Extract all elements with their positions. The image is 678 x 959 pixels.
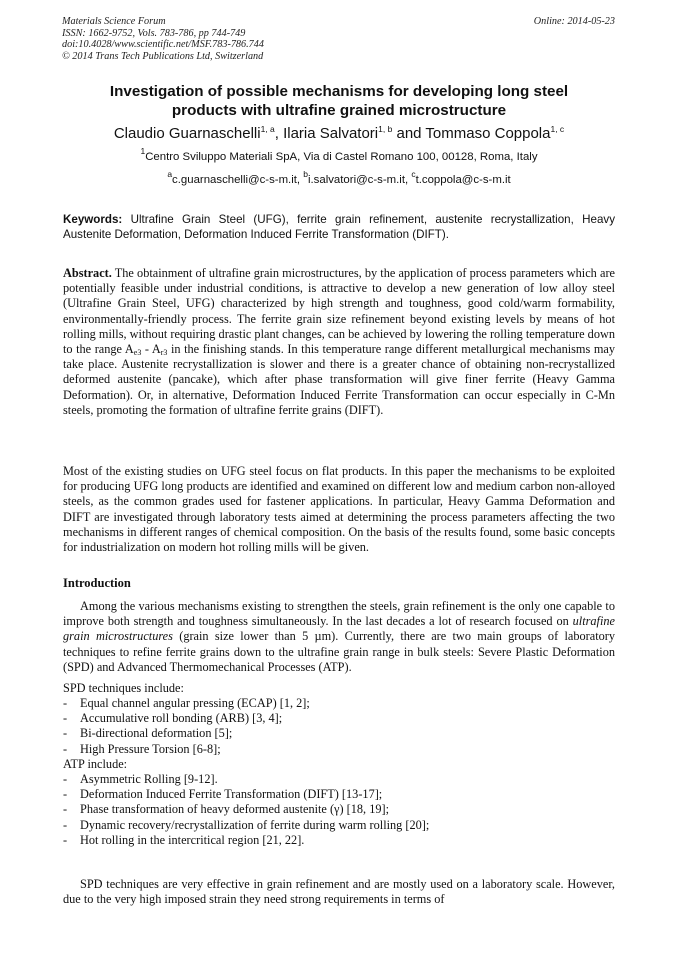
list-item xyxy=(63,802,615,817)
list-item xyxy=(63,696,615,711)
list-item xyxy=(63,711,615,726)
list-item-text: Bi-directional deformation [5]; xyxy=(80,726,233,741)
abstract xyxy=(63,266,615,418)
list-item xyxy=(63,742,615,757)
journal-copyright: © 2014 Trans Tech Publications Ltd, Switzerland xyxy=(62,50,264,62)
journal-header xyxy=(62,16,264,62)
keywords-label: Keywords: xyxy=(63,213,123,226)
list-item-text: Hot rolling in the intercritical region [21, 22]. xyxy=(80,832,305,847)
subscript: e3 xyxy=(133,348,142,358)
list-item-text: High Pressure Torsion [6-8]; xyxy=(80,741,221,756)
list-item xyxy=(63,772,615,787)
bullet: - xyxy=(63,741,68,756)
author-list xyxy=(40,124,638,143)
abstract-text: - A xyxy=(141,342,161,357)
list-item-text: Equal channel angular pressing (ECAP) [1, 2]; xyxy=(80,696,310,710)
email-superscript: a xyxy=(167,169,173,179)
abstract-paragraph-2: Most of the existing studies on UFG steel focus on flat products. In this paper the mechanisms to be exploited for producing UFG long products are identified and examined on different low and medium carbon non-alloyed steels, as the common grades used for fastener applications. In particular, Heavy Gamma Deformation and DIFT are investigated through laboratory tests aimed at determining the process parameters affecting the two mechanisms in different ranges of chemical composition. On the basis of the results found, some basic concepts for industrialization on modern hot rolling mills will be given. xyxy=(63,464,615,555)
abstract-text: in the finishing stands. In this temperature range different metallurgical mechanisms may take place. Austenite recrystallization is slower and there is a greater chance of obtaining non-recrystallized deformed austenite (pancake), which after phase transformation will give finer ferrite (Heavy Gamma Deformation). Or, in alternative, Deformation Induced Ferrite Transformation can occur especially in C-Mn steels, promoting the formation of ultrafine ferrite grains (DIFT). xyxy=(63,342,615,417)
journal-issn: ISSN: 1662-9752, Vols. 783-786, pp 744-749 xyxy=(62,27,246,39)
list-item xyxy=(63,818,615,833)
author-separator: , xyxy=(274,125,284,142)
title-line-1: Investigation of possible mechanisms for developing long steel xyxy=(109,83,569,100)
list-item-text: Deformation Induced Ferrite Transformation (DIFT) [13-17]; xyxy=(80,787,383,802)
list-item xyxy=(63,787,615,802)
email-superscript: b xyxy=(303,169,308,179)
affiliation-superscript: 1 xyxy=(140,146,146,156)
list-item xyxy=(63,833,615,848)
emphasis-text: ultrafine grain microstructures xyxy=(63,614,615,644)
bullet: - xyxy=(63,787,68,802)
email-superscript: c xyxy=(411,169,416,179)
bullet: - xyxy=(63,772,68,786)
author-superscript: 1, b xyxy=(378,124,393,134)
email-link[interactable]: t.coppola@c-s-m.it xyxy=(415,174,511,186)
introduction-paragraph-2: SPD techniques are very effective in grain refinement and are mostly used on a laboratory scale. However, due to the very high imposed strain they need strong requirements in terms of xyxy=(63,877,615,907)
paper-title xyxy=(40,82,638,120)
author-separator: and xyxy=(392,125,426,142)
journal-name: Materials Science Forum xyxy=(62,16,166,27)
email-link[interactable]: i.salvatori@c-s-m.it, xyxy=(307,174,412,186)
spd-list-label: SPD techniques include: xyxy=(63,681,184,695)
bullet: - xyxy=(63,817,68,832)
bullet: - xyxy=(63,832,68,847)
paragraph-text: (grain size lower than 5 µm). Currently, there are two main groups of laboratory techniques to refine ferrite grains down to the ultrafine grain range in bulk steels: Severe Plastic Deformation (SPD) and Advanced Thermomechanical Processes (ATP). xyxy=(63,629,616,674)
list-item xyxy=(63,726,615,741)
author-superscript: 1, a xyxy=(260,124,275,134)
introduction-paragraph xyxy=(63,599,615,675)
bullet: - xyxy=(63,711,68,726)
author-name: Ilaria Salvatori xyxy=(283,125,379,142)
section-heading-introduction: Introduction xyxy=(63,576,131,590)
affiliation-text: Centro Sviluppo Materiali SpA, Via di Castel Romano 100, 00128, Roma, Italy xyxy=(145,151,538,163)
affiliation xyxy=(40,146,638,165)
bullet: - xyxy=(63,726,68,741)
online-date: Online: 2014-05-23 xyxy=(533,16,615,27)
atp-list-label: ATP include: xyxy=(63,757,128,771)
author-emails xyxy=(40,169,638,188)
abstract-text: The obtainment of ultrafine grain microstructures, by the application of process parameters which are potentially feasible under industrial conditions, is attractive to develop a new generation of low alloy steel (Ultrafine Grain Steel, UFG) characterized by high strength and toughness, good cold/warm formability, environmentally-friendly process. The ferrite grain size refinement beyond existing levels by means of hot rolling mills, without requiring drastic plant changes, can be achieved by lowering the rolling temperature down to the range A xyxy=(63,266,615,357)
author-name: Tommaso Coppola xyxy=(425,125,551,142)
title-line-2: products with ultrafine grained microstructure xyxy=(171,102,507,119)
author-superscript: 1, c xyxy=(550,124,565,134)
list-item-text: Accumulative roll bonding (ARB) [3, 4]; xyxy=(80,711,283,726)
abstract-label: Abstract. xyxy=(63,266,112,280)
list-item-text: Asymmetric Rolling [9-12]. xyxy=(80,772,218,786)
spd-list xyxy=(63,696,615,757)
atp-list xyxy=(63,772,615,848)
keywords-text: Ultrafine Grain Steel (UFG), ferrite grain refinement, austenite recrystallization, Heavy Austenite Deformation, Deformation Induced Ferrite Transformation (DIFT). xyxy=(63,213,615,241)
paragraph-text: Among the various mechanisms existing to strengthen the steels, grain refinement is the only one capable to improve both strength and toughness simultaneously. In the last decades a lot of research focused on xyxy=(63,599,615,629)
bullet: - xyxy=(63,696,68,710)
keywords xyxy=(63,212,615,242)
subscript: r3 xyxy=(160,348,168,358)
journal-doi[interactable]: doi:10.4028/www.scientific.net/MSF.783-786.744 xyxy=(62,39,264,51)
author-name: Claudio Guarnaschelli xyxy=(113,125,261,142)
bullet: - xyxy=(63,802,68,817)
list-item-text: Dynamic recovery/recrystallization of ferrite during warm rolling [20]; xyxy=(80,817,430,832)
email-link[interactable]: c.guarnaschelli@c-s-m.it, xyxy=(172,174,304,186)
list-item-text: Phase transformation of heavy deformed austenite (γ) [18, 19]; xyxy=(80,802,390,817)
